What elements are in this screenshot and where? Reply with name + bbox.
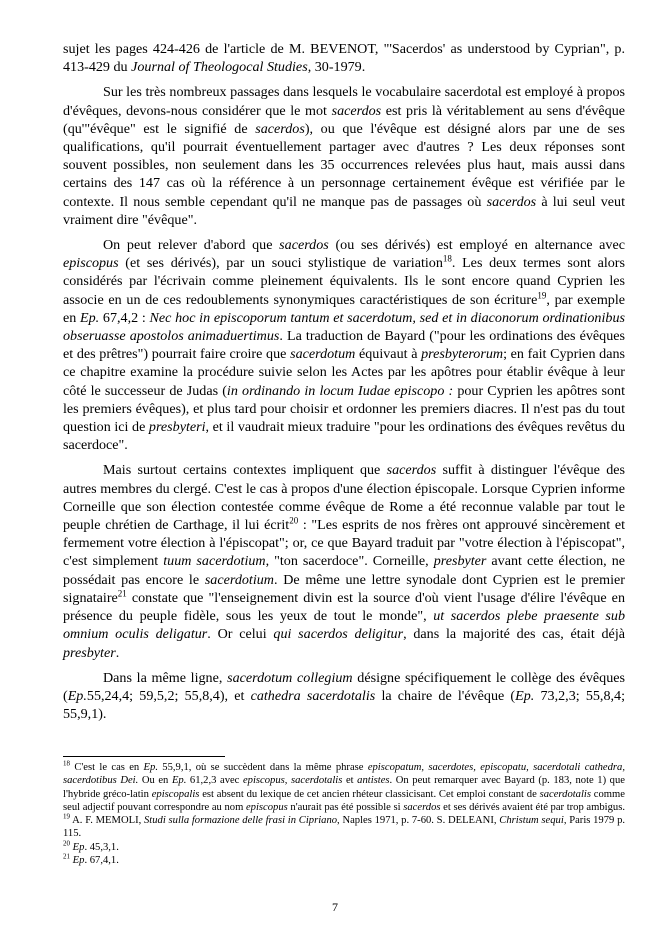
text-run: et ses dérivés avaient été par trop ambigus. [440,801,625,813]
text-run: , Paris 1979 p. 115. [63,815,626,840]
text-run: est absent du lexique de cet ancien rhéteur classicisant. Cet emploi constant de [199,788,540,800]
text-run: à lui seul veut vraiment dire "évêque". [63,193,625,228]
paragraph-1 [63,83,625,229]
text-run: 55,9,1, où se succèdent dans la même phrase [157,762,368,773]
footnote-ref: 19 [537,289,547,300]
text-run: avant cette élection, ne possédait pas encore le [63,553,625,588]
main-text [63,40,625,723]
text-run: 73,2,3; 55,8,4; 55,9,1). [63,687,625,723]
italic-text: Ep. [67,687,87,704]
italic-text: sacerdos [279,237,329,254]
text-run: . Or celui [207,626,274,643]
text-run: (et ses dérivés), par un souci stylistique de variation [118,255,443,272]
italic-text: episcopus [63,255,119,272]
italic-text: presbyterorum [421,346,504,363]
italic-text: presbyter [63,644,116,661]
text-run: constate que "l'enseignement divin est la source d'où vient l'usage d'élire l'évêque en présence du peuple fidèle, sous les yeux de tout le monde", [63,589,625,625]
italic-text: antistes [357,775,390,787]
footnotes [63,761,625,867]
italic-text: sacerdotium [204,571,274,588]
italic-text: sacerdotum collegium [227,669,353,686]
italic-text: episcopatum, sacerdotes, episcopatu, sacerdotali cathedra, sacerdotibus Dei. [63,762,625,787]
text-run: A. F. MEMOLI, [70,815,144,827]
italic-text: sacerdos [403,801,441,813]
italic-text: sacerdos [331,102,382,119]
italic-text: in ordinando in locum Iudae episcopo : [226,382,454,399]
italic-text: episcopalis [151,788,200,800]
paragraph-0 [63,40,625,76]
italic-text: Journal of Theologocal Studies [131,59,308,76]
italic-text: Ep. [171,775,187,787]
italic-text: Ep. [515,687,535,704]
italic-text: qui sacerdos deligitur [273,626,404,643]
text-run: désigne spécifiquement le collège des évêques ( [63,669,625,704]
text-run: . 45,3,1. [84,841,119,853]
text-run: : "Les esprits de nos frères ont approuvé sincèrement et fermement votre élection à l'épiscopat"; or, ce que Bayard traduit par "votre élection à l'épiscopat", c'est simplement [63,517,625,570]
text-run: , "ton sacerdoce". Corneille, [265,553,434,570]
text-run: , par exemple en [63,291,625,326]
text-run: 67,4,2 : [99,309,150,326]
italic-text: presbyter [433,553,487,570]
footnote-ref: 19 [63,812,70,821]
text-run: , 30-1979. [307,59,366,76]
italic-text: Ep [72,855,85,867]
italic-text: episcopus, sacerdotalis [242,775,343,787]
text-run: équivaut à [355,346,422,363]
text-run: ; en fait Cyprien dans ce chapitre examine la procédure suivie selon les Actes par les apôtres pour établir évêque à leur côté le successeur de Judas ( [63,346,625,399]
text-run: On peut relever d'abord que [103,237,280,254]
italic-text: cathedra sacerdotalis [250,687,376,704]
paragraph-2 [63,236,625,454]
italic-text: Christum sequi [499,815,564,827]
footnote-21 [63,854,625,867]
text-run: ), ou que l'évêque est désigné alors par une de ses qualifications, qu'il pourrait éventuellement partager avec d'autres ? Les deux réponses sont souvent possibles, non seulement dans les 35 occurrences relevées plus haut, mais aussi dans certains des 147 cas où la référence à un personnage certainement évêque est vérifiée par le contexte. Il nous semble cependant qu'il ne manque pas de passages où [63,120,625,210]
text-run: , et il vaudrait mieux traduire "pour les ordinations des évêques revêtus du sacerdoce". [63,419,625,454]
text-run: , Naples 1971, p. 7-60. S. DELEANI, [337,815,500,827]
text-run: Mais surtout certains contextes impliquent que [103,462,387,479]
italic-text: Nec hoc in episcoporum tantum et sacerdotum, sed et in diaconorum ordinationibus obseruasse apostolos animaduertimus [63,309,625,345]
italic-text: sacerdos [386,462,437,479]
footnote-ref: 20 [63,839,70,848]
footnote-ref: 21 [117,588,127,599]
italic-text: Ep [72,841,85,853]
text-run: comme seul adjectif pouvant correspondre au nom [63,788,625,813]
italic-text: episcopus [245,801,288,813]
text-run: suffit à distinguer l'évêque des autres membres du clergé. C'est le cas à propos d'une élection épiscopale. Lorsque Cyprien informe Corneille que son élection contestée comme évêque de Rome a été reconnue valable par tout le peuple chrétien de Carthage, il lui écrit [63,462,625,534]
italic-text: Studi sulla formazione delle frasi in Cipriano [144,815,338,827]
text-run: n'aurait pas été possible si [287,801,404,813]
text-run: Sur les très nombreux passages dans lesquels le vocabulaire sacerdotal est employé à propos d'évêques, devons-nous considérer que le mot [63,84,625,119]
italic-text: sacerdotum [290,346,356,363]
text-run: , dans la majorité des cas, était déjà [403,626,625,643]
paragraph-3 [63,461,625,661]
text-run: 55,24,4; 59,5,2; 55,8,4), et [86,687,251,704]
text-run: . La traduction de Bayard ("pour les ordinations des évêques et des prêtres") pourrait faire croire que [63,328,625,363]
footnote-19 [63,814,625,841]
text-run: et [342,775,358,787]
footnote-ref: 21 [63,852,70,861]
italic-text: Ep. [143,762,158,773]
text-run: . On peut remarquer avec Bayard (p. 183, note 1) que l'hybride gréco-latin [63,775,625,800]
italic-text: presbyteri [148,419,206,436]
footnote-18 [63,761,625,814]
italic-text: Ep. [80,309,100,326]
italic-text: sacerdotalis [539,788,591,800]
text-run: (ou ses dérivés) est employé en alternance avec [328,237,625,254]
italic-text: sacerdos [486,193,537,210]
italic-text: tuum sacerdotium [163,553,266,570]
italic-text: sacerdos [255,120,305,137]
footnote-ref: 18 [442,253,452,264]
text-run: Ou en [138,775,172,787]
footnote-20 [63,841,625,854]
text-run: . De même une lettre synodale dont Cyprien est le premier signataire [63,571,625,606]
text-run: C'est le cas en [70,762,144,773]
text-run: 61,2,3 avec [186,775,243,787]
paragraph-4 [63,669,625,724]
text-run: . 67,4,1. [84,855,119,867]
text-run: Dans la même ligne, [103,669,228,686]
text-run: . [115,644,120,661]
page-number: 7 [332,900,338,914]
footnote-ref: 20 [289,515,299,526]
text-run: est pris là véritablement au sens d'évêque (qu'"évêque" est le signifié de [63,102,625,137]
footnote-ref: 18 [63,759,70,768]
text-run: . Les deux termes sont alors considérés par l'écrivain comme pleinement équivalents. Ils le sont encore quand Cyprien les associe en un de ces redoublements synonymiques caractéristiques de son écriture [63,255,625,308]
italic-text: ut sacerdos plebe praesente sub omnium oculis deligatur [63,608,625,643]
text-run: pour Cyprien les apôtres sont les premiers évêques), et plus tard pour choisir et ordonner les premiers diacres. Il n'est pas du tout question ici de [63,382,625,436]
footnote-separator [63,756,225,757]
text-run: la chaire de l'évêque ( [375,687,516,704]
text-run: sujet les pages 424-426 de l'article de M. BEVENOT, "'Sacerdos' as understood by Cyprian", p. 413-429 du [63,41,625,76]
